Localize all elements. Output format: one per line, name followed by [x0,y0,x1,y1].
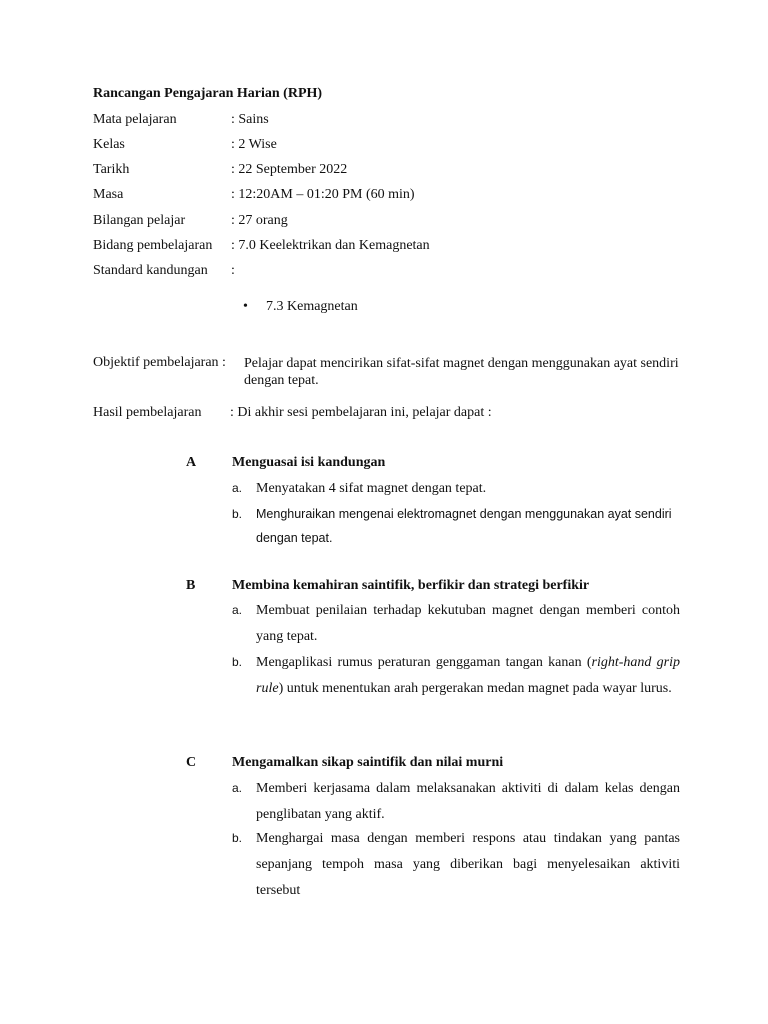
field-label: Standard kandungan [93,263,208,278]
item-marker: a. [232,481,243,495]
item-text-part: Mengaplikasi rumus peraturan genggaman tangan kanan ( [256,655,592,670]
objektif-text: Pelajar dapat mencirikan sifat-sifat magnet dengan menggunakan ayat sendiri dengan tepat. [244,356,679,388]
item-marker: a. [232,781,243,795]
section-letter-b: B [186,578,196,593]
field-label: Mata pelajaran [93,112,177,127]
item-marker: a. [232,603,243,617]
item-text: Menghargai masa dengan memberi respons atau tindakan yang pantas sepanjang tempoh masa yang diberikan bagi menyelesaikan aktiviti tersebut [256,831,680,898]
field-value: : [231,263,235,278]
hasil-label: Hasil pembelajaran [93,405,202,420]
bullet-text: 7.3 Kemagnetan [266,299,358,314]
field-value: : 27 orang [231,213,288,228]
section-title-a: Menguasai isi kandungan [232,455,386,470]
field-label: Tarikh [93,162,130,177]
section-title-c: Mengamalkan sikap saintifik dan nilai murni [232,755,504,770]
bullet-icon: • [243,299,248,314]
field-value: : 7.0 Keelektrikan dan Kemagnetan [231,238,430,253]
section-letter-a: A [186,455,197,470]
field-value: : 12:20AM – 01:20 PM (60 min) [231,187,415,202]
item-marker: b. [232,655,243,669]
item-text-italic: right-hand grip rule [256,655,680,696]
field-value: : Sains [231,112,269,127]
field-label: Bidang pembelajaran [93,238,213,253]
hasil-value: : Di akhir sesi pembelajaran ini, pelajar dapat : [230,405,492,420]
document-title: Rancangan Pengajaran Harian (RPH) [93,86,323,101]
item-text-part: ) untuk menentukan arah pergerakan medan magnet pada wayar lurus. [278,681,672,696]
section-title-b: Membina kemahiran saintifik, berfikir dan strategi berfikir [232,578,590,593]
field-label: Bilangan pelajar [93,213,186,228]
field-label: Masa [93,187,124,202]
item-text: Menyatakan 4 sifat magnet dengan tepat. [256,481,487,496]
field-value: : 2 Wise [231,137,277,152]
item-marker: b. [232,507,243,521]
item-text [256,650,680,702]
item-text: Membuat penilaian terhadap kekutuban magnet dengan memberi contoh yang tepat. [256,603,680,644]
item-text: Memberi kerjasama dalam melaksanakan aktiviti di dalam kelas dengan penglibatan yang aktif. [256,781,680,822]
section-letter-c: C [186,755,197,770]
item-marker: b. [232,831,243,845]
objektif-label: Objektif pembelajaran : [93,355,226,370]
item-text: Menghuraikan mengenai elektromagnet dengan menggunakan ayat sendiri dengan tepat. [256,507,672,545]
field-value: : 22 September 2022 [231,162,348,177]
field-label: Kelas [93,137,125,152]
